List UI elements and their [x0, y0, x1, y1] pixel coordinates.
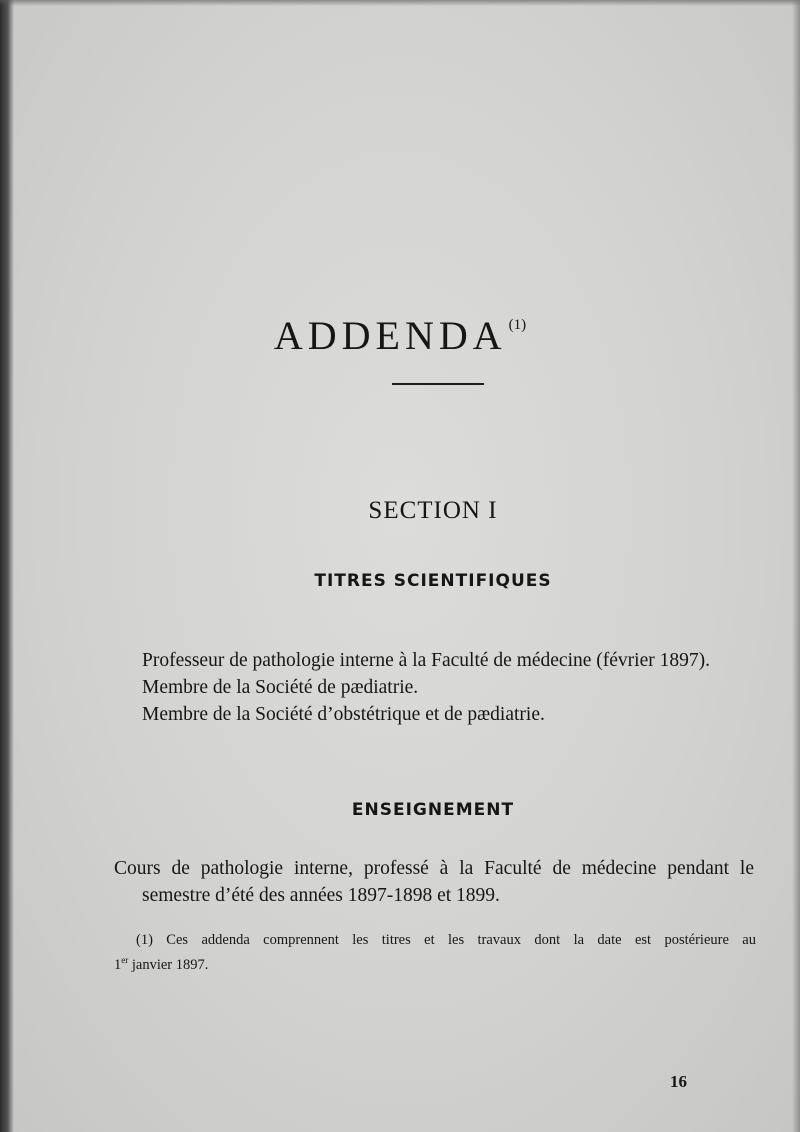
enseignement-line-1: Cours de pathologie interne, professé à la Faculté de médecine pendant le: [114, 858, 754, 879]
scan-shadow-left: [0, 0, 14, 1132]
page-title: [0, 300, 800, 361]
page-number: 16: [670, 1072, 687, 1091]
footnote-line-2: [114, 950, 756, 975]
titres-scientifiques-heading: TITRES SCIENTIFIQUES: [314, 571, 552, 591]
titres-list: [142, 647, 782, 728]
enseignement-heading: ENSEIGNEMENT: [351, 800, 515, 820]
scan-shadow-top: [0, 0, 800, 6]
titre-item: Professeur de pathologie interne à la Faculté de médecine (février 1897).: [142, 650, 710, 671]
footnote-line-1: (1) Ces addenda comprennent les titres et les travaux dont la date est postérieure au: [136, 932, 756, 948]
footnote-ordinal-suffix: er: [121, 955, 129, 965]
footnote-date-rest: janvier 1897.: [128, 957, 209, 973]
footnote-reference: (1): [508, 317, 527, 333]
footnote-date-day: 1: [114, 957, 122, 973]
titre-item: Membre de la Société d’obstétrique et de pædiatrie.: [142, 704, 545, 725]
title-divider: [392, 383, 484, 385]
scan-shadow-right: [792, 0, 800, 1132]
section-heading: SECTION I: [368, 497, 498, 524]
titre-item: Membre de la Société de pædiatrie.: [142, 677, 419, 698]
enseignement-paragraph: [114, 855, 754, 909]
footnote: [114, 930, 756, 975]
enseignement-line-2: semestre d’été des années 1897-1898 et 1899.: [142, 885, 500, 906]
page-title-text: ADDENDA: [273, 313, 507, 358]
